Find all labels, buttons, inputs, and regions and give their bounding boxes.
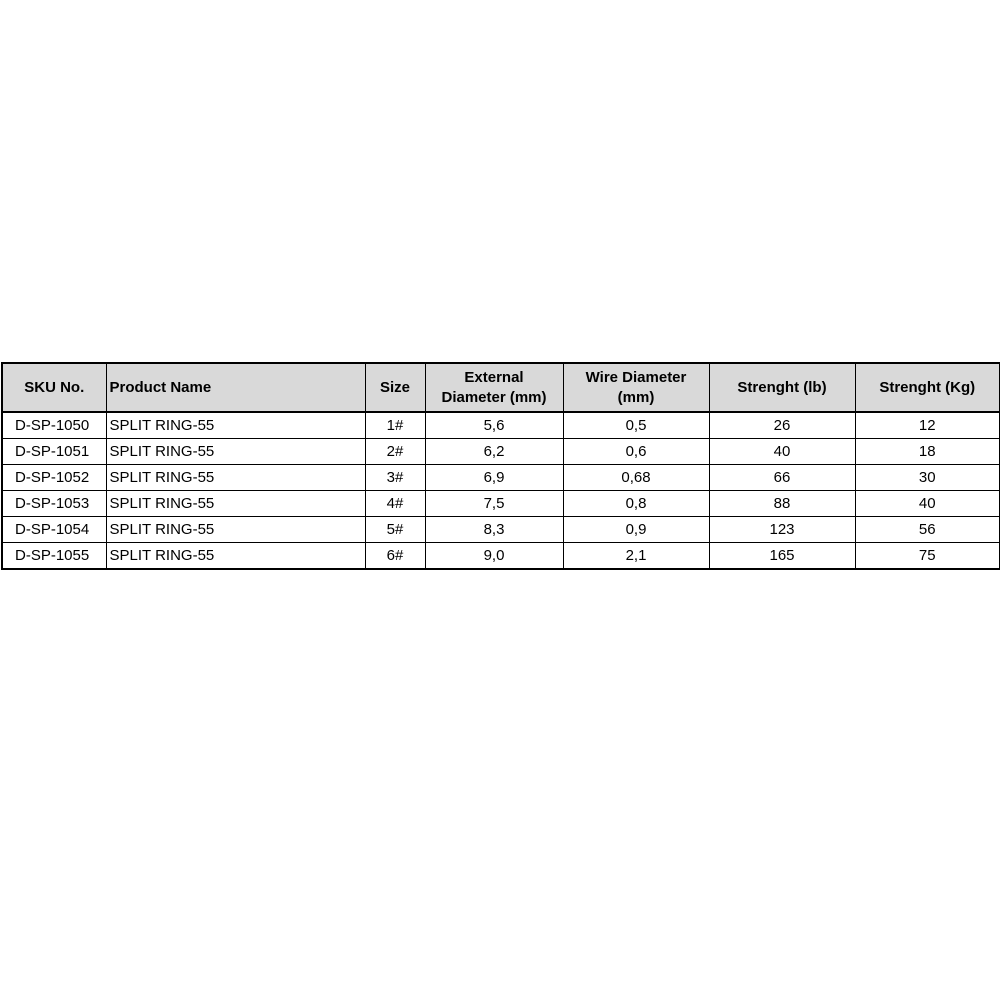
header-wire-diameter-line1: Wire Diameter xyxy=(585,368,687,386)
cell-product-name: SPLIT RING-55 xyxy=(106,439,365,465)
cell-size: 4# xyxy=(365,491,425,517)
cell-product-name: SPLIT RING-55 xyxy=(106,465,365,491)
cell-strength-lb: 165 xyxy=(709,543,855,570)
header-strength-kg: Strenght (Kg) xyxy=(855,363,1000,412)
cell-external-diameter: 6,2 xyxy=(425,439,563,465)
cell-strength-kg: 30 xyxy=(855,465,1000,491)
cell-external-diameter: 6,9 xyxy=(425,465,563,491)
cell-wire-diameter: 2,1 xyxy=(563,543,709,570)
cell-strength-lb: 123 xyxy=(709,517,855,543)
table-row xyxy=(2,491,1000,517)
cell-sku: D-SP-1052 xyxy=(2,465,106,491)
product-spec-sheet xyxy=(1,362,999,570)
header-external-diameter-line1: External xyxy=(464,368,524,386)
cell-external-diameter: 8,3 xyxy=(425,517,563,543)
split-ring-spec-table xyxy=(1,362,1000,570)
cell-wire-diameter: 0,9 xyxy=(563,517,709,543)
cell-wire-diameter: 0,6 xyxy=(563,439,709,465)
table-row xyxy=(2,465,1000,491)
table-row xyxy=(2,517,1000,543)
header-external-diameter xyxy=(425,363,563,412)
cell-size: 5# xyxy=(365,517,425,543)
table-row xyxy=(2,543,1000,570)
cell-strength-kg: 18 xyxy=(855,439,1000,465)
cell-strength-lb: 40 xyxy=(709,439,855,465)
cell-external-diameter: 9,0 xyxy=(425,543,563,570)
header-external-diameter-line2: Diameter (mm) xyxy=(441,388,547,406)
cell-sku: D-SP-1054 xyxy=(2,517,106,543)
cell-sku: D-SP-1055 xyxy=(2,543,106,570)
cell-sku: D-SP-1051 xyxy=(2,439,106,465)
cell-strength-kg: 75 xyxy=(855,543,1000,570)
table-body xyxy=(2,412,1000,569)
cell-strength-lb: 26 xyxy=(709,412,855,439)
cell-product-name: SPLIT RING-55 xyxy=(106,412,365,439)
cell-product-name: SPLIT RING-55 xyxy=(106,491,365,517)
cell-size: 6# xyxy=(365,543,425,570)
cell-size: 1# xyxy=(365,412,425,439)
cell-external-diameter: 7,5 xyxy=(425,491,563,517)
cell-product-name: SPLIT RING-55 xyxy=(106,517,365,543)
cell-strength-kg: 40 xyxy=(855,491,1000,517)
header-wire-diameter-line2: (mm) xyxy=(617,388,655,406)
cell-strength-kg: 56 xyxy=(855,517,1000,543)
cell-strength-kg: 12 xyxy=(855,412,1000,439)
cell-wire-diameter: 0,8 xyxy=(563,491,709,517)
header-strength-lb: Strenght (lb) xyxy=(709,363,855,412)
cell-size: 3# xyxy=(365,465,425,491)
table-header xyxy=(2,363,1000,412)
header-row xyxy=(2,363,1000,412)
cell-strength-lb: 88 xyxy=(709,491,855,517)
cell-size: 2# xyxy=(365,439,425,465)
cell-product-name: SPLIT RING-55 xyxy=(106,543,365,570)
cell-external-diameter: 5,6 xyxy=(425,412,563,439)
header-sku: SKU No. xyxy=(2,363,106,412)
table-row xyxy=(2,412,1000,439)
header-wire-diameter xyxy=(563,363,709,412)
header-size: Size xyxy=(365,363,425,412)
header-product-name: Product Name xyxy=(106,363,365,412)
cell-sku: D-SP-1053 xyxy=(2,491,106,517)
table-row xyxy=(2,439,1000,465)
cell-wire-diameter: 0,68 xyxy=(563,465,709,491)
cell-sku: D-SP-1050 xyxy=(2,412,106,439)
cell-strength-lb: 66 xyxy=(709,465,855,491)
cell-wire-diameter: 0,5 xyxy=(563,412,709,439)
